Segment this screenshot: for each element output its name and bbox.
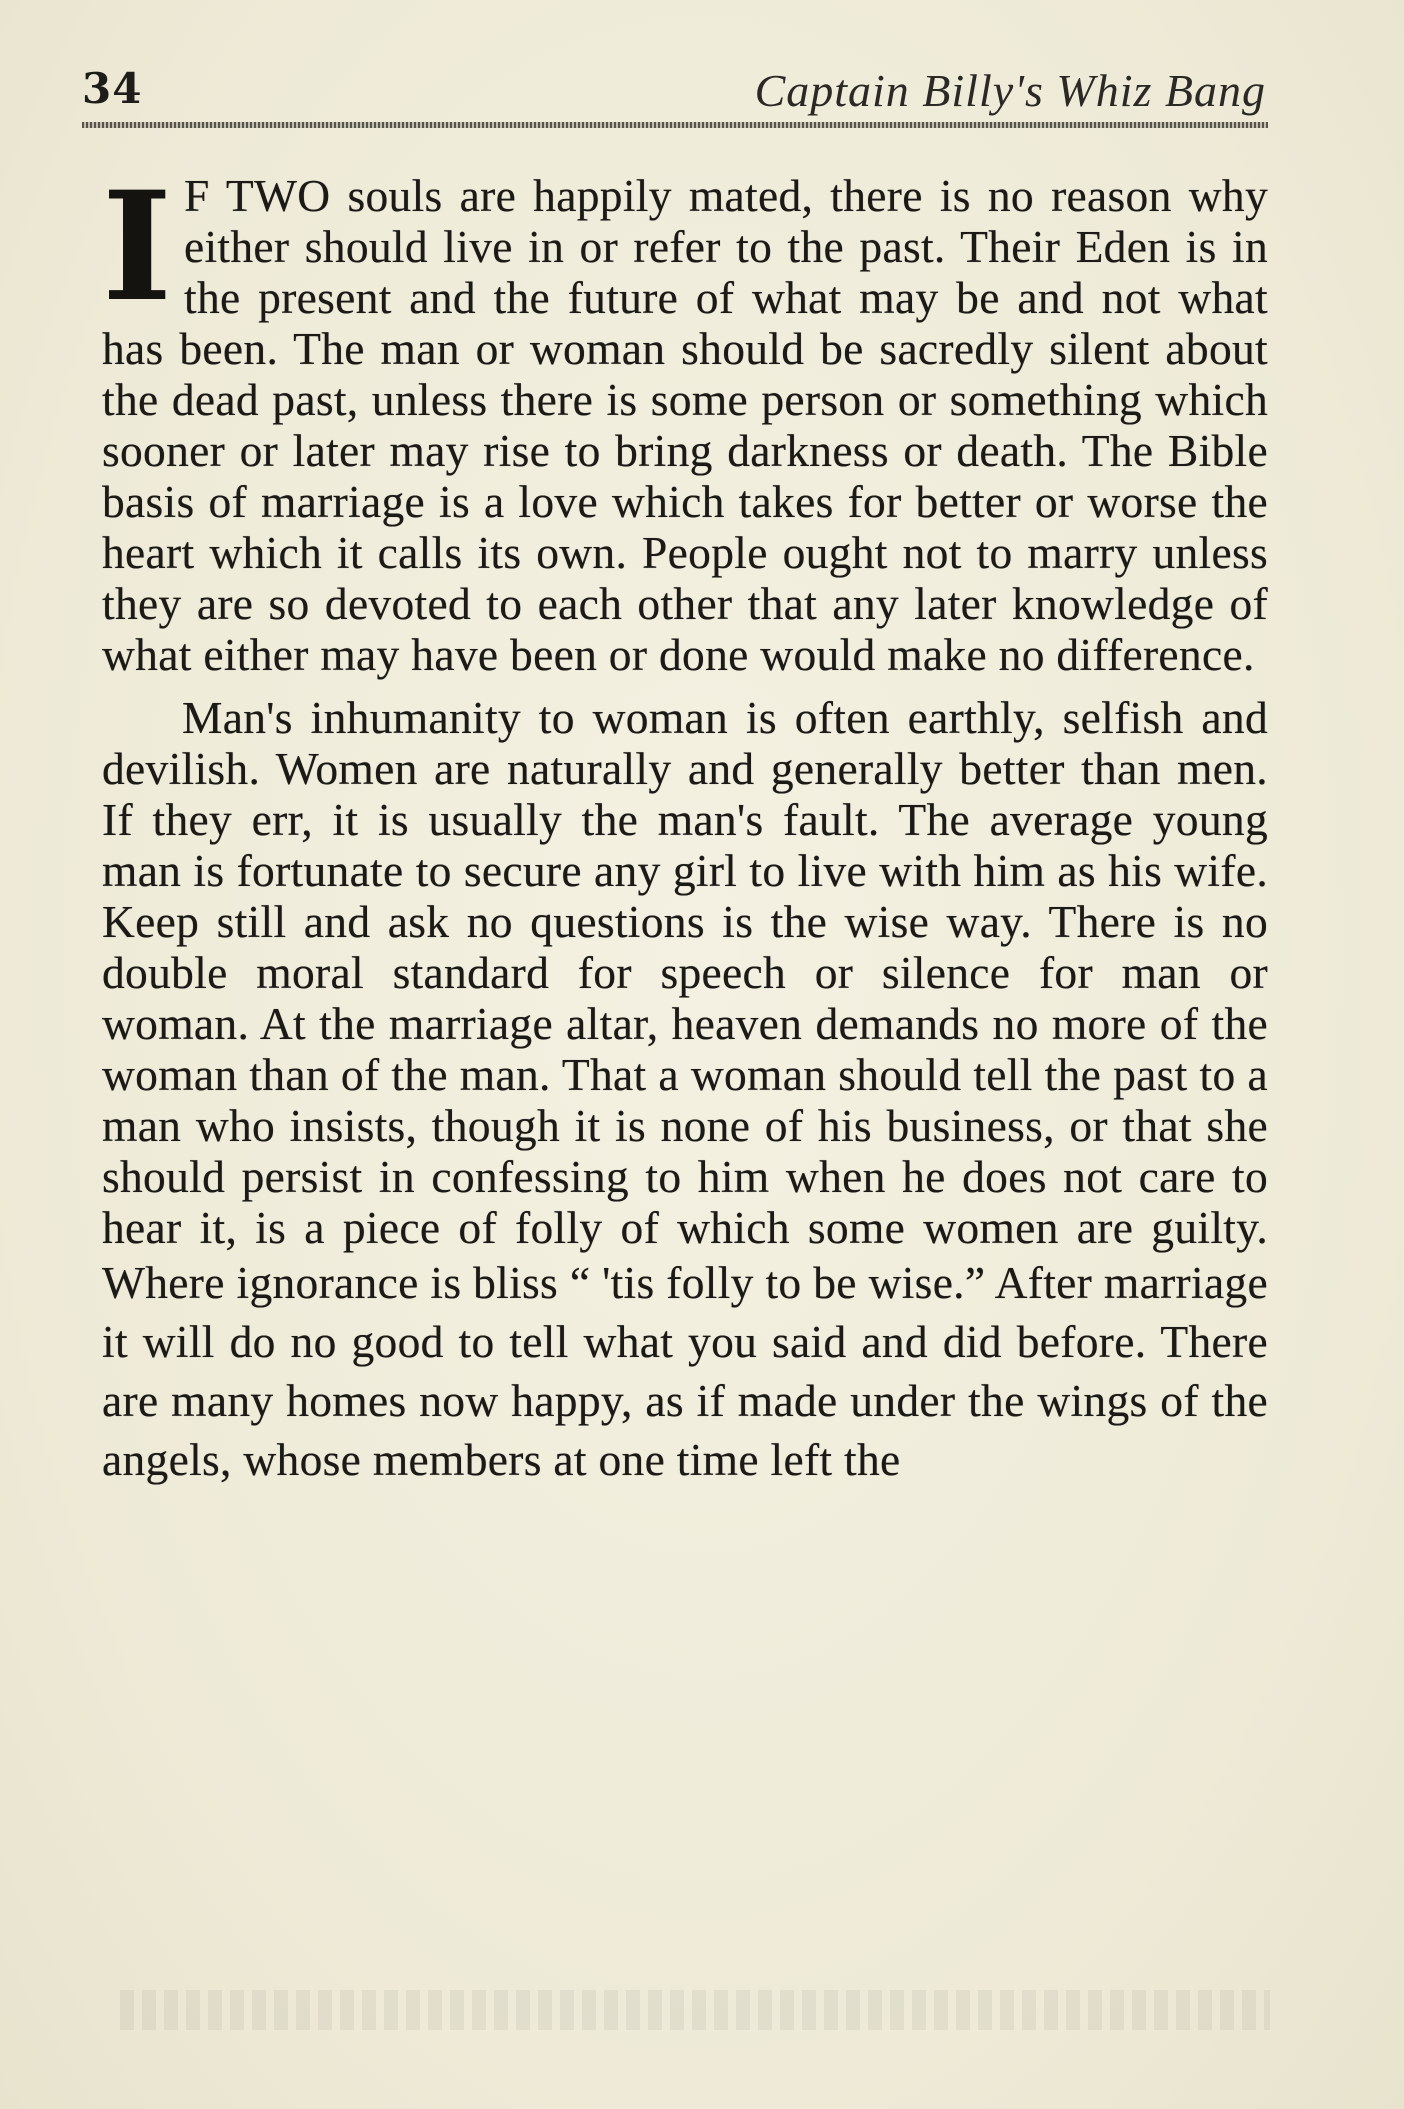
paragraph-1 bbox=[102, 159, 1268, 680]
paragraph-2-text: Man's inhumanity to woman is often earthly, selfish and devilish. Women are naturally and generally better than men. If they err, it is usually the man's fault. The average young man is fortunate to secure any girl to live with him as his wife. Keep still and ask no questions is the wise way. There is no double moral standard for speech or silence for man or woman. At the marriage altar, heaven demands no more of the woman than of the man. That a woman should tell the past to a man who insists, though it is none of his business, or that she should persist in confessing to him when he does not care to hear it, is a piece of folly of which some women are guilty. Where ignorance is bliss “ 'tis folly to be wise.” After bbox=[102, 692, 1268, 1308]
running-title: Captain Billy's Whiz Bang bbox=[754, 65, 1266, 116]
page-header bbox=[82, 62, 1266, 126]
paragraph-2-tail: marriage it will do no good to tell what you said and did before. There are many homes now happy, as if made under the wings of the angels, whose members at one time left the bbox=[102, 1257, 1268, 1485]
paragraph-1-text: F TWO souls are happily mated, there is no reason why either should live in or refer to the past. Their Eden is in the present and the future of what may be and not what has been. The man or woman should be sacredly silent about the dead past, unless there is some person or something which sooner or later may rise to bring darkness or death. The Bible basis of marriage is a love which takes for better or worse the heart which it calls its own. People ought not to marry unless they are so devoted to each other that any later knowledge of what either may have been or done would make no difference. bbox=[102, 170, 1268, 680]
paragraph-2 bbox=[102, 692, 1268, 1489]
page-number: 34 bbox=[82, 64, 143, 113]
article-body bbox=[102, 159, 1268, 1489]
bleed-through-shadow bbox=[120, 1990, 1270, 2030]
header-rule bbox=[82, 122, 1268, 128]
drop-cap: I bbox=[102, 159, 173, 335]
